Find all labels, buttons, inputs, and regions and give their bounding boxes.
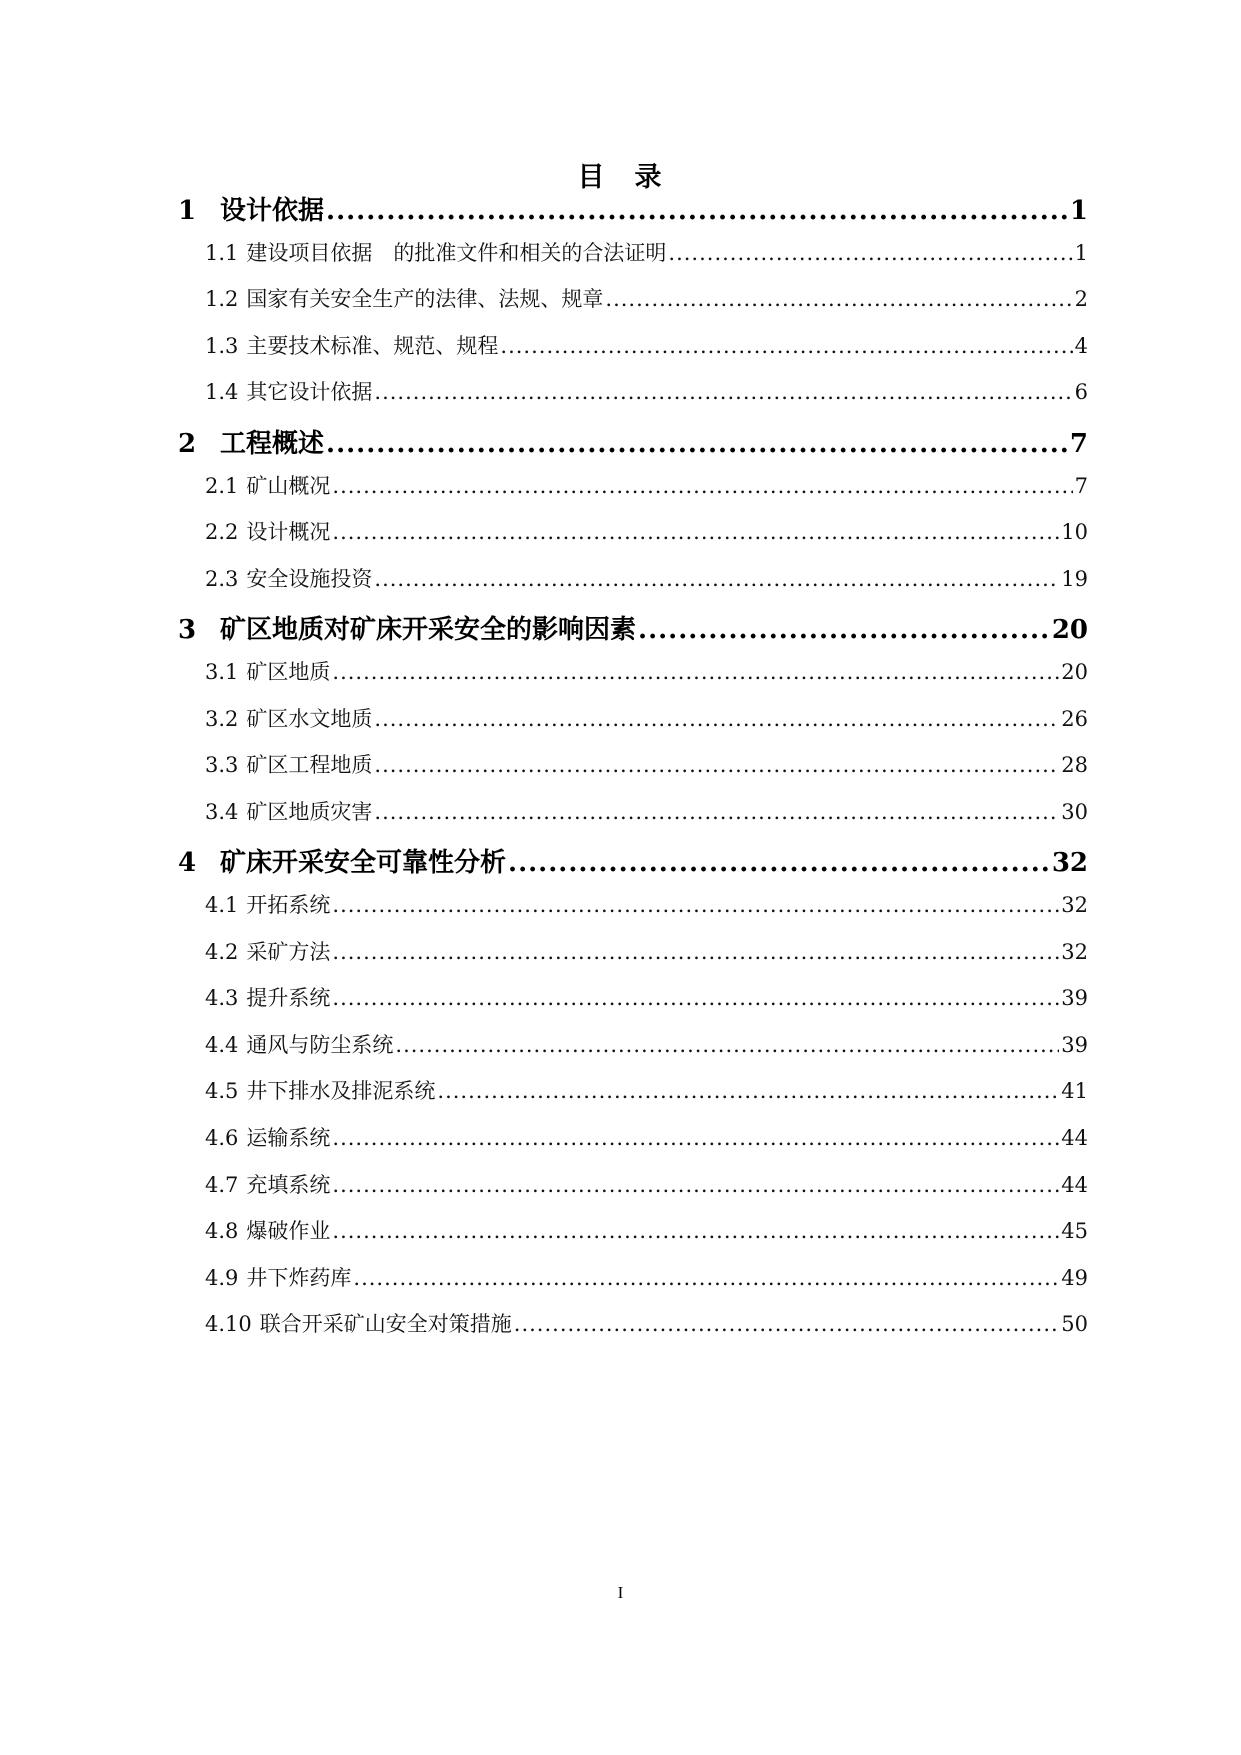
toc-section-entry[interactable]	[205, 1169, 1088, 1199]
toc-entry-number: 1.2	[205, 287, 239, 311]
toc-entry-page-number: 10	[1061, 520, 1088, 544]
toc-entry-number: 3	[178, 615, 197, 645]
toc-title-right: 录	[634, 162, 664, 193]
toc-section-entry[interactable]	[205, 330, 1088, 360]
toc-entry-label: 矿床开采安全可靠性分析	[220, 848, 507, 878]
toc-entry-label: 井下炸药库	[246, 1266, 352, 1290]
toc-entry-page-number: 39	[1061, 986, 1088, 1010]
toc-entry-label: 工程概述	[220, 429, 325, 459]
toc-entry-page-number: 6	[1074, 380, 1088, 404]
toc-dot-leader	[326, 196, 1068, 226]
toc-entry-page-number: 30	[1061, 800, 1088, 824]
toc-entry-number: 2.2	[205, 520, 239, 544]
toc-entry-number: 4.2	[205, 940, 239, 964]
toc-entry-label: 矿区地质灾害	[246, 800, 373, 824]
toc-dot-leader	[374, 380, 1072, 404]
toc-entry-label: 国家有关安全生产的法律、法规、规章	[246, 287, 604, 311]
toc-entry-page-number: 50	[1061, 1312, 1088, 1336]
toc-entry-number: 4.7	[205, 1173, 239, 1197]
toc-dot-leader	[332, 474, 1072, 498]
toc-section-entry[interactable]	[205, 749, 1088, 779]
toc-entry-number: 2	[178, 429, 197, 459]
toc-entry-label: 开拓系统	[246, 893, 331, 917]
toc-dot-leader	[395, 1033, 1059, 1057]
toc-entry-label: 矿区水文地质	[246, 707, 373, 731]
toc-entry-number: 2.1	[205, 474, 239, 498]
toc-entry-number: 1.3	[205, 334, 239, 358]
toc-entry-label: 矿区工程地质	[246, 753, 373, 777]
toc-section-entry[interactable]	[205, 516, 1088, 546]
toc-section-entry[interactable]	[205, 1308, 1088, 1338]
toc-entry-number: 4.9	[205, 1266, 239, 1290]
toc-section-entry[interactable]	[205, 283, 1088, 313]
page-number: I	[617, 1583, 624, 1602]
toc-entry-number: 4.4	[205, 1033, 239, 1057]
toc-entry-page-number: 49	[1061, 1266, 1088, 1290]
toc-dot-leader	[332, 940, 1059, 964]
toc-entry-label: 提升系统	[246, 986, 331, 1010]
toc-entry-page-number: 28	[1061, 753, 1088, 777]
toc-entry-label: 建设项目依据 的批准文件和相关的合法证明	[246, 241, 667, 265]
toc-section-entry[interactable]	[205, 237, 1088, 267]
toc-dot-leader	[514, 1312, 1060, 1336]
toc-entry-number: 3.1	[205, 660, 239, 684]
toc-entry-page-number: 32	[1061, 940, 1088, 964]
toc-entry-label: 设计依据	[220, 196, 325, 226]
toc-chapter-entry[interactable]	[178, 609, 1088, 646]
toc-entry-label: 安全设施投资	[246, 567, 373, 591]
toc-dot-leader	[332, 1219, 1059, 1243]
toc-section-entry[interactable]	[205, 1122, 1088, 1152]
toc-entry-page-number: 1	[1074, 241, 1088, 265]
toc-chapter-entry[interactable]	[178, 842, 1088, 879]
toc-chapter-entry[interactable]	[178, 190, 1088, 227]
toc-section-entry[interactable]	[205, 1215, 1088, 1245]
toc-section-entry[interactable]	[205, 703, 1088, 733]
toc-dot-leader	[500, 334, 1072, 358]
toc-entry-page-number: 44	[1061, 1173, 1088, 1197]
toc-entry-page-number: 4	[1074, 334, 1088, 358]
toc-dot-leader	[668, 241, 1072, 265]
toc-entry-page-number: 45	[1061, 1219, 1088, 1243]
toc-entry-label: 运输系统	[246, 1126, 331, 1150]
toc-section-entry[interactable]	[205, 1029, 1088, 1059]
toc-dot-leader	[332, 1126, 1059, 1150]
toc-entry-number: 1.1	[205, 241, 239, 265]
toc-entry-number: 3.3	[205, 753, 239, 777]
toc-dot-leader	[638, 615, 1050, 645]
toc-entry-label: 爆破作业	[246, 1219, 331, 1243]
toc-dot-leader	[332, 520, 1059, 544]
toc-entry-page-number: 2	[1074, 287, 1088, 311]
toc-entry-label: 井下排水及排泥系统	[246, 1079, 436, 1103]
toc-entry-page-number: 41	[1061, 1079, 1088, 1103]
toc-entry-page-number: 20	[1051, 615, 1088, 645]
toc-entry-number: 4.3	[205, 986, 239, 1010]
toc-chapter-entry[interactable]	[178, 423, 1088, 460]
toc-entry-number: 2.3	[205, 567, 239, 591]
toc-dot-leader	[353, 1266, 1059, 1290]
toc-dot-leader	[374, 567, 1059, 591]
toc-section-entry[interactable]	[205, 376, 1088, 406]
toc-section-entry[interactable]	[205, 656, 1088, 686]
toc-entry-number: 1.4	[205, 380, 239, 404]
toc-section-entry[interactable]	[205, 889, 1088, 919]
toc-entry-label: 矿山概况	[246, 474, 331, 498]
toc-dot-leader	[332, 660, 1059, 684]
toc-dot-leader	[508, 848, 1050, 878]
toc-entry-label: 主要技术标准、规范、规程	[246, 334, 499, 358]
toc-dot-leader	[605, 287, 1072, 311]
toc-entry-page-number: 44	[1061, 1126, 1088, 1150]
toc-entry-number: 4.10	[205, 1312, 252, 1336]
toc-dot-leader	[332, 986, 1059, 1010]
toc-entry-label: 设计概况	[246, 520, 331, 544]
toc-section-entry[interactable]	[205, 796, 1088, 826]
toc-dot-leader	[332, 1173, 1059, 1197]
toc-section-entry[interactable]	[205, 982, 1088, 1012]
toc-entry-number: 4.6	[205, 1126, 239, 1150]
toc-entry-page-number: 39	[1061, 1033, 1088, 1057]
toc-entry-page-number: 7	[1069, 429, 1088, 459]
toc-dot-leader	[374, 707, 1059, 731]
toc-dot-leader	[374, 800, 1059, 824]
toc-entry-label: 其它设计依据	[246, 380, 373, 404]
toc-entry-label: 采矿方法	[246, 940, 331, 964]
toc-entry-page-number: 19	[1061, 567, 1088, 591]
toc-entry-number: 4.5	[205, 1079, 239, 1103]
toc-entry-label: 充填系统	[246, 1173, 331, 1197]
toc-dot-leader	[374, 753, 1059, 777]
toc-entry-page-number: 32	[1061, 893, 1088, 917]
toc-entry-number: 3.2	[205, 707, 239, 731]
toc-entry-number: 3.4	[205, 800, 239, 824]
toc-dot-leader	[326, 429, 1068, 459]
toc-section-entry[interactable]	[205, 1075, 1088, 1105]
toc-title	[0, 155, 1241, 194]
toc-entry-label: 矿区地质	[246, 660, 331, 684]
toc-section-entry[interactable]	[205, 1262, 1088, 1292]
toc-entry-page-number: 20	[1061, 660, 1088, 684]
toc-entry-label: 通风与防尘系统	[246, 1033, 394, 1057]
toc-section-entry[interactable]	[205, 470, 1088, 500]
toc-entry-number: 4.8	[205, 1219, 239, 1243]
toc-entry-page-number: 7	[1074, 474, 1088, 498]
toc-entry-page-number: 32	[1051, 848, 1088, 878]
toc-title-left: 目	[577, 162, 607, 193]
toc-dot-leader	[437, 1079, 1059, 1103]
toc-entry-number: 4.1	[205, 893, 239, 917]
toc-section-entry[interactable]	[205, 936, 1088, 966]
toc-entry-page-number: 1	[1069, 196, 1088, 226]
toc-dot-leader	[332, 893, 1059, 917]
toc-entry-number: 1	[178, 196, 197, 226]
toc-entry-page-number: 26	[1061, 707, 1088, 731]
toc-entry-number: 4	[178, 848, 197, 878]
toc-entry-label: 矿区地质对矿床开采安全的影响因素	[220, 615, 637, 645]
toc-entry-label: 联合开采矿山安全对策措施	[259, 1312, 512, 1336]
toc-section-entry[interactable]	[205, 563, 1088, 593]
